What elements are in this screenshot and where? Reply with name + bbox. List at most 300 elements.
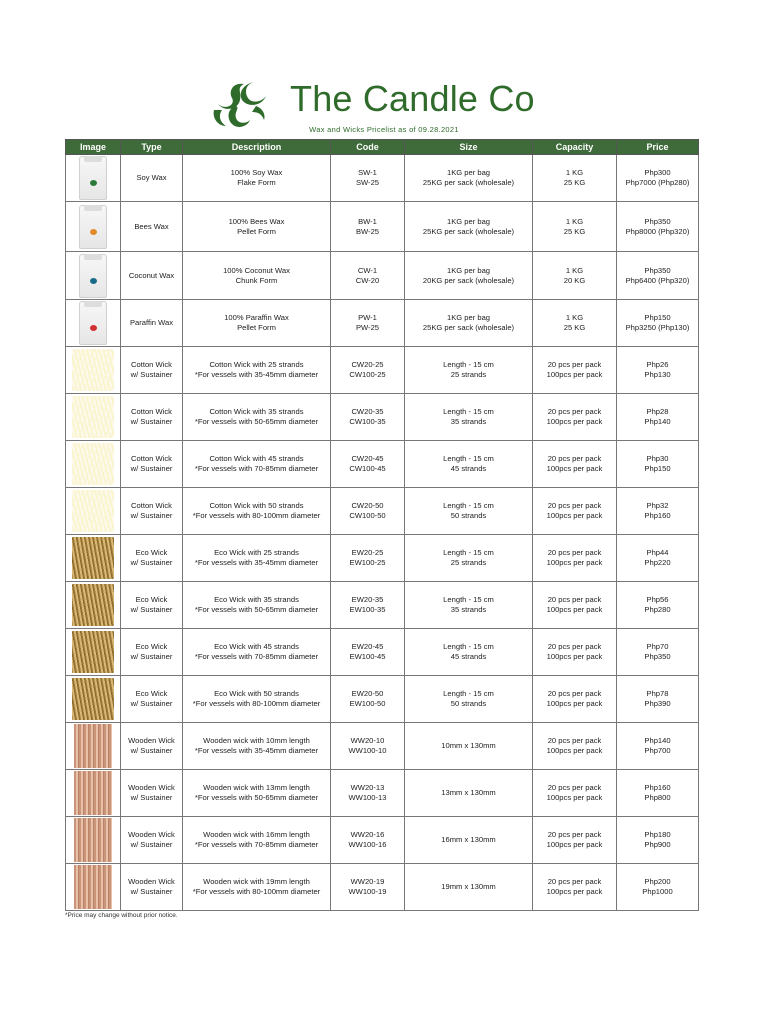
type-line: w/ Sustainer: [130, 652, 173, 661]
cell-code: [331, 300, 405, 347]
capacity-line: 20 pcs per pack: [547, 548, 602, 557]
cell-type: [121, 864, 183, 911]
cotton-wick-image: [72, 490, 114, 532]
cell-capacity: [533, 252, 617, 300]
cell-size: [405, 770, 533, 817]
cell-type: [121, 155, 183, 202]
cell-code: [331, 394, 405, 441]
product-image-cell: [66, 629, 121, 676]
size-line: 25KG per sack (wholesale): [422, 226, 515, 236]
bag-label-icon: [90, 325, 97, 331]
capacity-line: 1 KG: [565, 265, 584, 275]
product-image-cell: [66, 535, 121, 582]
cell-description: [183, 488, 331, 535]
capacity-line: 100pcs per pack: [546, 558, 603, 567]
size-line: 10mm x 130mm: [441, 741, 496, 750]
column-header-size: Size: [405, 140, 533, 155]
capacity-line: 20 pcs per pack: [547, 360, 602, 369]
type-line: Coconut Wax: [128, 270, 175, 280]
description-line: *For vessels with 70-85mm diameter: [194, 652, 319, 661]
description-line: Cotton Wick with 50 strands: [209, 501, 304, 510]
eco-wick-image: [72, 537, 114, 579]
cell-capacity: [533, 488, 617, 535]
code-line: CW100-50: [349, 511, 386, 520]
price-line: Php44: [646, 548, 669, 557]
price-line: Php78: [646, 689, 669, 698]
price-line: Php350: [644, 216, 671, 226]
code-line: EW100-25: [349, 558, 386, 567]
cell-capacity: [533, 582, 617, 629]
soy-wax-bag-image: [79, 156, 107, 200]
cell-code: [331, 202, 405, 252]
cell-description: [183, 770, 331, 817]
pricelist-subtitle: Wax and Wicks Pricelist as of 09.28.2021: [309, 125, 459, 134]
table-row: [66, 864, 699, 911]
cell-description: [183, 676, 331, 723]
type-line: Wooden Wick: [128, 877, 175, 886]
description-line: *For vessels with 35-45mm diameter: [194, 370, 319, 379]
type-line: Wooden Wick: [128, 783, 175, 792]
price-line: Php390: [644, 699, 671, 708]
description-line: Pellet Form: [237, 226, 276, 236]
cell-type: [121, 441, 183, 488]
code-line: CW-1: [357, 265, 378, 275]
cell-type: [121, 723, 183, 770]
cell-type: [121, 394, 183, 441]
code-line: PW-25: [355, 323, 380, 332]
cell-code: [331, 676, 405, 723]
capacity-line: 20 KG: [563, 275, 586, 285]
size-line: 1KG per bag: [446, 265, 491, 275]
cell-description: [183, 155, 331, 202]
price-line: Php28: [646, 407, 669, 416]
bees-wax-bag-image: [79, 205, 107, 249]
cell-size: [405, 629, 533, 676]
price-line: Php8000 (Php320): [625, 226, 690, 236]
price-line: Php140: [644, 417, 671, 426]
product-image-cell: [66, 155, 121, 202]
code-line: CW100-45: [349, 464, 386, 473]
price-line: Php3250 (Php130): [625, 323, 690, 332]
cell-size: [405, 488, 533, 535]
capacity-line: 100pcs per pack: [546, 699, 603, 708]
description-line: *For vessels with 35-45mm diameter: [194, 746, 319, 755]
cell-size: [405, 300, 533, 347]
capacity-line: 100pcs per pack: [546, 746, 603, 755]
table-row: [66, 155, 699, 202]
cell-price: [617, 488, 699, 535]
brand-title: The Candle Co: [290, 78, 535, 119]
description-line: *For vessels with 50-65mm diameter: [194, 417, 319, 426]
cell-description: [183, 864, 331, 911]
type-line: w/ Sustainer: [130, 605, 173, 614]
type-line: Paraffin Wax: [129, 318, 174, 327]
price-line: Php900: [644, 840, 671, 849]
table-row: [66, 441, 699, 488]
table-row: [66, 676, 699, 723]
cell-size: [405, 864, 533, 911]
cell-type: [121, 676, 183, 723]
cell-code: [331, 252, 405, 300]
code-line: EW20-50: [351, 689, 384, 698]
description-line: 100% Bees Wax: [228, 216, 285, 226]
type-line: w/ Sustainer: [130, 464, 173, 473]
capacity-line: 1 KG: [565, 216, 584, 226]
cell-size: [405, 347, 533, 394]
price-line: Php32: [646, 501, 669, 510]
capacity-line: 100pcs per pack: [546, 417, 603, 426]
capacity-line: 100pcs per pack: [546, 652, 603, 661]
cell-description: [183, 582, 331, 629]
cell-code: [331, 488, 405, 535]
capacity-line: 20 pcs per pack: [547, 689, 602, 698]
capacity-line: 20 pcs per pack: [547, 407, 602, 416]
cell-code: [331, 723, 405, 770]
code-line: WW20-13: [350, 783, 385, 792]
size-line: Length - 15 cm: [443, 360, 494, 369]
paraffin-wax-bag-image: [79, 301, 107, 345]
cell-description: [183, 441, 331, 488]
description-line: Cotton Wick with 45 strands: [209, 454, 304, 463]
description-line: Cotton Wick with 25 strands: [209, 360, 304, 369]
table-row: [66, 300, 699, 347]
wooden-wick-image: [74, 865, 112, 909]
code-line: WW100-13: [348, 793, 387, 802]
type-line: Cotton Wick: [131, 454, 172, 463]
type-line: Eco Wick: [135, 548, 168, 557]
cell-size: [405, 155, 533, 202]
type-line: w/ Sustainer: [130, 793, 173, 802]
type-line: w/ Sustainer: [130, 370, 173, 379]
cell-description: [183, 535, 331, 582]
type-line: Cotton Wick: [131, 501, 172, 510]
cell-type: [121, 347, 183, 394]
size-line: 16mm x 130mm: [441, 835, 496, 844]
product-image-cell: [66, 817, 121, 864]
cell-description: [183, 723, 331, 770]
size-line: Length - 15 cm: [443, 689, 494, 698]
price-line: Php700: [644, 746, 671, 755]
candle-co-logo-icon: [210, 80, 272, 130]
cell-price: [617, 441, 699, 488]
description-line: Chunk Form: [235, 275, 278, 285]
table-row: [66, 535, 699, 582]
type-line: Wooden Wick: [128, 830, 175, 839]
cell-description: [183, 202, 331, 252]
cell-description: [183, 817, 331, 864]
capacity-line: 20 pcs per pack: [547, 595, 602, 604]
cell-type: [121, 535, 183, 582]
type-line: w/ Sustainer: [130, 840, 173, 849]
cell-code: [331, 535, 405, 582]
table-row: [66, 252, 699, 300]
price-line: Php160: [644, 511, 671, 520]
description-line: *For vessels with 50-65mm diameter: [194, 793, 319, 802]
cell-size: [405, 202, 533, 252]
table-row: [66, 347, 699, 394]
capacity-line: 1 KG: [565, 313, 584, 322]
code-line: CW20-25: [351, 360, 384, 369]
type-line: Eco Wick: [135, 642, 168, 651]
capacity-line: 20 pcs per pack: [547, 877, 602, 886]
cell-capacity: [533, 441, 617, 488]
price-line: Php300: [644, 168, 671, 177]
type-line: w/ Sustainer: [130, 417, 173, 426]
type-line: Eco Wick: [135, 595, 168, 604]
price-line: Php7000 (Php280): [625, 178, 690, 187]
size-line: 50 strands: [450, 511, 487, 520]
capacity-line: 100pcs per pack: [546, 793, 603, 802]
code-line: CW20-50: [351, 501, 384, 510]
cell-code: [331, 155, 405, 202]
product-image-cell: [66, 582, 121, 629]
wooden-wick-image: [74, 818, 112, 862]
size-line: 35 strands: [450, 605, 487, 614]
cell-size: [405, 252, 533, 300]
table-header-row: [66, 140, 699, 155]
eco-wick-image: [72, 631, 114, 673]
code-line: CW100-35: [349, 417, 386, 426]
table-row: [66, 202, 699, 252]
cell-price: [617, 817, 699, 864]
cell-capacity: [533, 347, 617, 394]
code-line: WW20-16: [350, 830, 385, 839]
size-line: 25 strands: [450, 558, 487, 567]
capacity-line: 20 pcs per pack: [547, 783, 602, 792]
column-header-image: Image: [66, 140, 121, 155]
size-line: 45 strands: [450, 652, 487, 661]
price-line: Php350: [644, 265, 671, 275]
capacity-line: 100pcs per pack: [546, 511, 603, 520]
product-image-cell: [66, 676, 121, 723]
cell-description: [183, 252, 331, 300]
type-line: w/ Sustainer: [130, 887, 173, 896]
capacity-line: 25 KG: [563, 226, 586, 236]
description-line: Cotton Wick with 35 strands: [209, 407, 304, 416]
cell-size: [405, 817, 533, 864]
table-row: [66, 582, 699, 629]
product-image-cell: [66, 864, 121, 911]
eco-wick-image: [72, 678, 114, 720]
cell-capacity: [533, 300, 617, 347]
description-line: Wooden wick with 16mm length: [203, 830, 310, 839]
cell-description: [183, 300, 331, 347]
cell-size: [405, 582, 533, 629]
size-line: 20KG per sack (wholesale): [422, 275, 515, 285]
code-line: EW20-35: [351, 595, 384, 604]
description-line: *For vessels with 80-100mm diameter: [192, 699, 321, 708]
table-row: [66, 394, 699, 441]
price-line: Php800: [644, 793, 671, 802]
code-line: WW100-10: [348, 746, 387, 755]
type-line: w/ Sustainer: [130, 746, 173, 755]
price-line: Php56: [646, 595, 669, 604]
code-line: EW100-45: [349, 652, 386, 661]
capacity-line: 25 KG: [563, 323, 586, 332]
pricelist-table: [65, 139, 699, 911]
cell-price: [617, 347, 699, 394]
size-line: 35 strands: [450, 417, 487, 426]
capacity-line: 20 pcs per pack: [547, 454, 602, 463]
column-header-description: Description: [183, 140, 331, 155]
bag-label-icon: [90, 229, 97, 235]
cell-capacity: [533, 155, 617, 202]
cell-type: [121, 582, 183, 629]
description-line: Eco Wick with 25 strands: [214, 548, 299, 557]
type-line: Cotton Wick: [131, 407, 172, 416]
cell-code: [331, 770, 405, 817]
cell-capacity: [533, 629, 617, 676]
cell-capacity: [533, 202, 617, 252]
cell-code: [331, 582, 405, 629]
table-row: [66, 629, 699, 676]
cell-price: [617, 723, 699, 770]
code-line: SW-25: [355, 178, 380, 187]
code-line: PW-1: [358, 313, 377, 322]
size-line: 25KG per sack (wholesale): [422, 178, 515, 187]
price-line: Php70: [646, 642, 669, 651]
size-line: 1KG per bag: [446, 168, 491, 177]
code-line: BW-1: [358, 216, 377, 226]
code-line: WW100-16: [348, 840, 387, 849]
capacity-line: 100pcs per pack: [546, 464, 603, 473]
type-line: Cotton Wick: [131, 360, 172, 369]
price-line: Php280: [644, 605, 671, 614]
capacity-line: 100pcs per pack: [546, 887, 603, 896]
bag-label-icon: [90, 278, 97, 284]
cell-type: [121, 300, 183, 347]
price-footnote: *Price may change without prior notice.: [65, 912, 178, 919]
cell-size: [405, 441, 533, 488]
cell-price: [617, 582, 699, 629]
cell-capacity: [533, 864, 617, 911]
price-line: Php6400 (Php320): [625, 275, 690, 285]
size-line: 1KG per bag: [446, 313, 491, 322]
size-line: Length - 15 cm: [443, 454, 494, 463]
cell-capacity: [533, 723, 617, 770]
description-line: 100% Soy Wax: [230, 168, 283, 177]
cotton-wick-image: [72, 443, 114, 485]
cell-type: [121, 629, 183, 676]
capacity-line: 20 pcs per pack: [547, 736, 602, 745]
size-line: 50 strands: [450, 699, 487, 708]
price-line: Php160: [644, 783, 671, 792]
page-header: [0, 72, 768, 132]
price-line: Php130: [644, 370, 671, 379]
type-line: w/ Sustainer: [130, 699, 173, 708]
size-line: Length - 15 cm: [443, 595, 494, 604]
description-line: Wooden wick with 13mm length: [203, 783, 310, 792]
cell-price: [617, 202, 699, 252]
price-line: Php350: [644, 652, 671, 661]
product-image-cell: [66, 300, 121, 347]
product-image-cell: [66, 723, 121, 770]
wooden-wick-image: [74, 724, 112, 768]
type-line: w/ Sustainer: [130, 558, 173, 567]
cell-code: [331, 347, 405, 394]
cell-capacity: [533, 817, 617, 864]
cell-description: [183, 394, 331, 441]
price-line: Php140: [644, 736, 671, 745]
table-row: [66, 817, 699, 864]
type-line: Eco Wick: [135, 689, 168, 698]
cell-size: [405, 723, 533, 770]
cell-code: [331, 441, 405, 488]
code-line: WW100-19: [348, 887, 387, 896]
description-line: Wooden wick with 19mm length: [203, 877, 310, 886]
product-image-cell: [66, 770, 121, 817]
description-line: 100% Paraffin Wax: [224, 313, 289, 322]
cell-type: [121, 252, 183, 300]
type-line: Bees Wax: [134, 221, 169, 231]
table-row: [66, 770, 699, 817]
cotton-wick-image: [72, 349, 114, 391]
description-line: Eco Wick with 45 strands: [214, 642, 299, 651]
cell-price: [617, 300, 699, 347]
code-line: EW20-25: [351, 548, 384, 557]
code-line: WW20-10: [350, 736, 385, 745]
type-line: Wooden Wick: [128, 736, 175, 745]
code-line: EW100-35: [349, 605, 386, 614]
cell-description: [183, 629, 331, 676]
price-line: Php150: [644, 464, 671, 473]
price-line: Php1000: [642, 887, 673, 896]
code-line: EW20-45: [351, 642, 384, 651]
description-line: *For vessels with 35-45mm diameter: [194, 558, 319, 567]
cotton-wick-image: [72, 396, 114, 438]
product-image-cell: [66, 441, 121, 488]
description-line: Flake Form: [237, 178, 276, 187]
capacity-line: 100pcs per pack: [546, 840, 603, 849]
cell-code: [331, 864, 405, 911]
table-row: [66, 488, 699, 535]
cell-price: [617, 770, 699, 817]
size-line: 1KG per bag: [446, 216, 491, 226]
size-line: 45 strands: [450, 464, 487, 473]
product-image-cell: [66, 394, 121, 441]
size-line: Length - 15 cm: [443, 642, 494, 651]
cell-size: [405, 535, 533, 582]
cell-price: [617, 864, 699, 911]
cell-price: [617, 629, 699, 676]
price-line: Php180: [644, 830, 671, 839]
cell-price: [617, 252, 699, 300]
column-header-capacity: Capacity: [533, 140, 617, 155]
description-line: *For vessels with 80-100mm diameter: [192, 511, 321, 520]
code-line: CW-20: [355, 275, 380, 285]
code-line: EW100-50: [349, 699, 386, 708]
size-line: 25 strands: [450, 370, 487, 379]
column-header-type: Type: [121, 140, 183, 155]
product-image-cell: [66, 252, 121, 300]
cell-type: [121, 770, 183, 817]
code-line: CW20-45: [351, 454, 384, 463]
description-line: *For vessels with 70-85mm diameter: [194, 840, 319, 849]
cell-type: [121, 202, 183, 252]
description-line: *For vessels with 50-65mm diameter: [194, 605, 319, 614]
cell-size: [405, 676, 533, 723]
cell-price: [617, 394, 699, 441]
capacity-line: 1 KG: [565, 168, 584, 177]
type-line: Soy Wax: [136, 173, 167, 182]
capacity-line: 100pcs per pack: [546, 370, 603, 379]
cell-price: [617, 535, 699, 582]
description-line: Eco Wick with 35 strands: [214, 595, 299, 604]
price-line: Php220: [644, 558, 671, 567]
capacity-line: 20 pcs per pack: [547, 830, 602, 839]
table-row: [66, 723, 699, 770]
price-line: Php200: [644, 877, 671, 886]
